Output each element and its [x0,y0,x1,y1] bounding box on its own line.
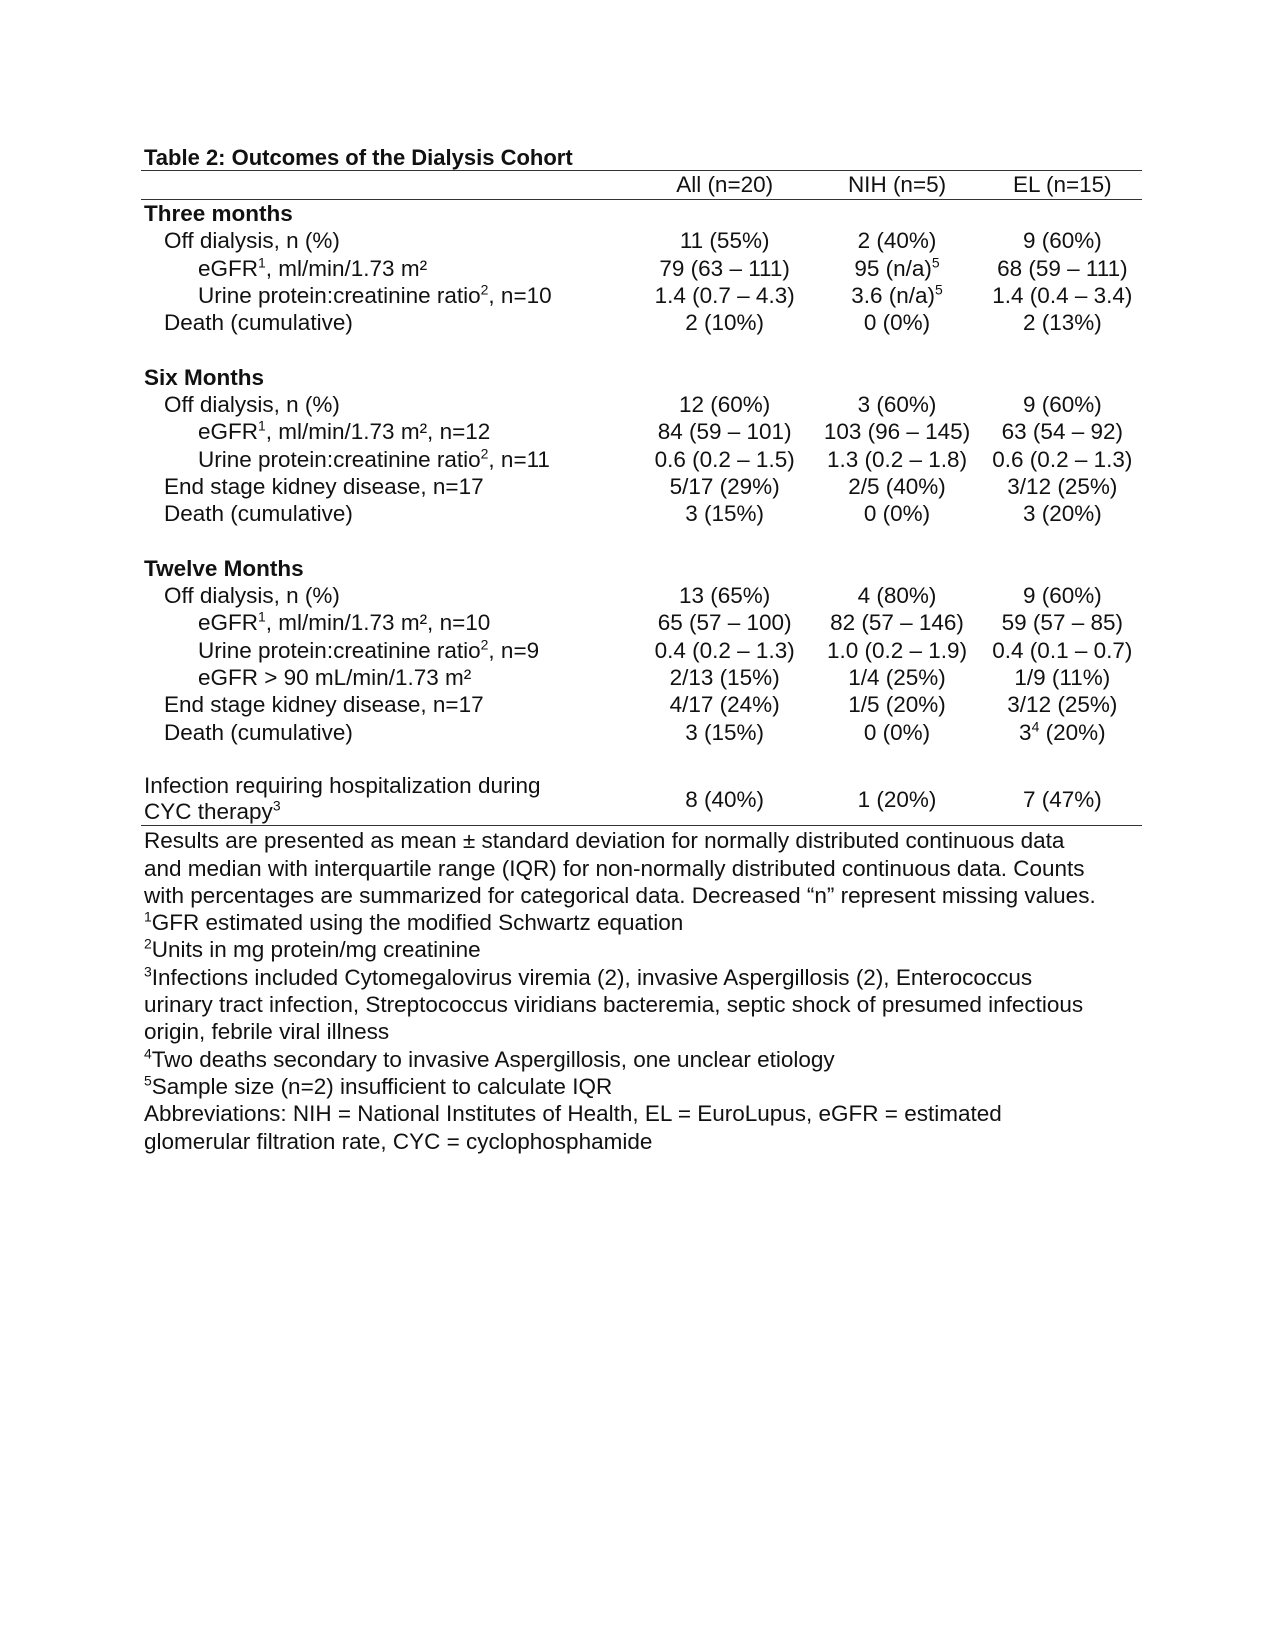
footnote: $^4$Two deaths secondary to invasive Aspergillosis, one unclear etiology [144,1045,835,1072]
footnote-marker: 1 [258,254,266,271]
cell-nih: 2 (40%) [857,228,937,254]
section-heading: Twelve Months [144,555,304,581]
footnote-marker: 5 [935,281,943,298]
cell-el: 3/12 (25%) [1007,692,1118,718]
cell-el: 1/9 (11%) [1014,665,1111,691]
cell-nih: 1.3 (0.2 – 1.8) [826,446,968,472]
cell-all: 11 (55%) [679,228,770,254]
footnote-marker: 2 [480,636,489,653]
section-heading-row [141,200,1142,228]
table-row [141,282,1142,309]
cell-nih: 1/4 (25%) [848,665,946,691]
cell-nih: 2/5 (40%) [848,473,946,499]
row-label: Off dialysis, n (%) [164,392,340,418]
footnote-marker: 3 [272,797,281,814]
table-row [141,227,1142,254]
table-row [141,446,1142,473]
cell-nih: 0 (0%) [863,310,931,336]
table-row [141,637,1142,664]
row-label: Death (cumulative) [164,310,353,336]
cell-el: 9 (60%) [1022,583,1102,609]
section-heading-row [141,364,1142,391]
table-row [141,609,1142,636]
summary-note: Results are presented as mean ± standard deviation for normally distributed continuous data and median with interquartile range (IQR) for non-normally distributed continuous data. Counts with percentages are summarized for categorical data. Decreased “n” represent missing values. [144,828,1096,908]
footnote-marker: 4 [144,1045,152,1062]
footnote-marker: 1 [144,908,152,925]
header-all: All (n=20) [638,171,811,200]
footnote-marker: 3 [144,963,152,980]
footnote: $^3$Infections included Cytomegalovirus viremia (2), invasive Aspergillosis (2), Enterococcus urinary tract infection, Streptococcus viridians bacteremia, septic shock of presumed infectious origin, febrile viral illness [144,963,1084,1045]
cell-el: 9 (60%) [1022,228,1102,254]
cell-nih: 0 (0%) [863,719,931,745]
footnote-marker: 2 [480,445,489,462]
cell-all: 8 (40%) [638,773,811,826]
row-label: Off dialysis, n (%) [164,228,340,254]
cell-nih: 3.6 $(n/a)^5$ [851,281,943,308]
table-row [141,473,1142,500]
row-label: Urine protein:creatinine ratio$^2$, n=10 [198,281,552,308]
cell-nih: 103 (96 – 145) [823,419,971,445]
table-row [141,391,1142,418]
footnote-marker: 1 [258,608,266,625]
cell-nih: 3 (60%) [857,392,937,418]
spacer-row [141,336,1142,363]
cell-all: 1.4 (0.7 – 4.3) [654,282,795,308]
cell-el: 3 (20%) [1022,501,1102,527]
row-label: Urine protein:creatinine ratio$^2$, n=9 [198,636,540,663]
infection-row [141,773,1142,826]
table-row [141,719,1142,746]
cell-nih: 1/5 (20%) [848,692,946,718]
table-row [141,255,1142,282]
section-heading: Six Months [144,364,265,390]
row-label: Death (cumulative) [164,501,353,527]
footnote-marker: 1 [258,417,266,434]
cell-el: 2 (13%) [1022,310,1102,336]
footnote-marker: 2 [144,935,152,952]
footnote: $^2$Units in mg protein/mg creatinine [144,935,481,963]
footnote-marker: 5 [931,254,940,271]
table-row [141,691,1142,718]
outcomes-table [141,170,1142,826]
cell-all: 65 (57 – 100) [657,610,792,636]
cell-all: 84 (59 – 101) [657,419,792,445]
cell-all: 5/17 (29%) [669,473,780,499]
cell-nih: 1.0 (0.2 – 1.9) [826,637,968,663]
footnote: $^1$GFR estimated using the modified Schwartz equation [144,908,684,936]
spacer-row [141,746,1142,773]
row-label: Off dialysis, n (%) [164,583,340,609]
table-row [141,582,1142,609]
cell-el: $3^4$ (20%) [1019,718,1106,745]
table-row [141,309,1142,336]
row-label: End stage kidney disease, n=17 [164,473,484,499]
table-row [141,418,1142,445]
cell-el: 63 (54 – 92) [1001,419,1123,445]
table-notes [141,826,1104,1155]
row-label: Urine protein:creatinine ratio$^2$, n=11 [198,445,550,472]
cell-nih: 95 $(n/a)^5$ [854,254,940,281]
cell-all: 2/13 (15%) [669,665,780,691]
cell-all: 0.4 (0.2 – 1.3) [654,637,795,663]
cell-el: 0.4 (0.1 – 0.7) [992,637,1133,663]
table-row [141,500,1142,527]
row-label: Infection requiring hospitalization during CYC therapy$^3$ [141,773,638,826]
table-title: Table 2: Outcomes of the Dialysis Cohort [144,145,573,170]
row-label: eGFR > 90 mL/min/1.73 m² [198,665,472,691]
footnote-marker: 5 [144,1072,152,1089]
cell-el: 68 (59 – 111) [997,255,1128,281]
cell-nih: 82 (57 – 146) [830,610,964,636]
header-el: EL (n=15) [983,171,1142,200]
cell-nih: 1 (20%) [811,773,982,826]
header-label [141,171,638,200]
row-label: eGFR$^1$, ml/min/1.73 m² [198,254,428,281]
cell-el: 59 (57 – 85) [1001,610,1123,636]
cell-all: 0.6 (0.2 – 1.5) [654,446,795,472]
table-row [141,664,1142,691]
spacer-row [141,528,1142,555]
cell-all: 2 (10%) [685,310,765,336]
cell-el: 0.6 (0.2 – 1.3) [992,446,1133,472]
cell-all: 13 (65%) [679,583,771,609]
cell-all: 3 (15%) [685,719,765,745]
row-label: eGFR$^1$, ml/min/1.73 m², n=12 [198,417,491,445]
document-page [141,146,1142,1155]
table-header-row [141,171,1142,200]
cell-all: 3 (15%) [685,501,765,527]
footnote: $^5$Sample size (n=2) insufficient to calculate IQR [144,1072,613,1099]
section-heading: Three months [144,201,293,226]
abbreviations-note: Abbreviations: NIH = National Institutes of Health, EL = EuroLupus, eGFR = estimated glomerular filtration rate, CYC = cyclophosphamide [144,1101,1002,1154]
cell-el: 3/12 (25%) [1007,473,1118,499]
header-nih: NIH (n=5) [811,171,982,200]
cell-all: 79 (63 – 111) [659,255,790,281]
cell-all: 4/17 (24%) [669,692,780,718]
section-heading-row [141,555,1142,582]
row-label: Death (cumulative) [164,719,353,745]
footnote-marker: 2 [480,281,489,298]
cell-all: 12 (60%) [679,392,771,418]
cell-el: 1.4 (0.4 – 3.4) [992,282,1133,308]
cell-nih: 4 (80%) [857,583,937,609]
cell-el: 7 (47%) [983,773,1142,826]
row-label: End stage kidney disease, n=17 [164,692,484,718]
cell-nih: 0 (0%) [863,501,931,527]
footnotes [144,909,1104,1100]
row-label: eGFR$^1$, ml/min/1.73 m², n=10 [198,608,491,636]
cell-el: 9 (60%) [1022,392,1102,418]
footnote-marker: 4 [1031,718,1040,735]
